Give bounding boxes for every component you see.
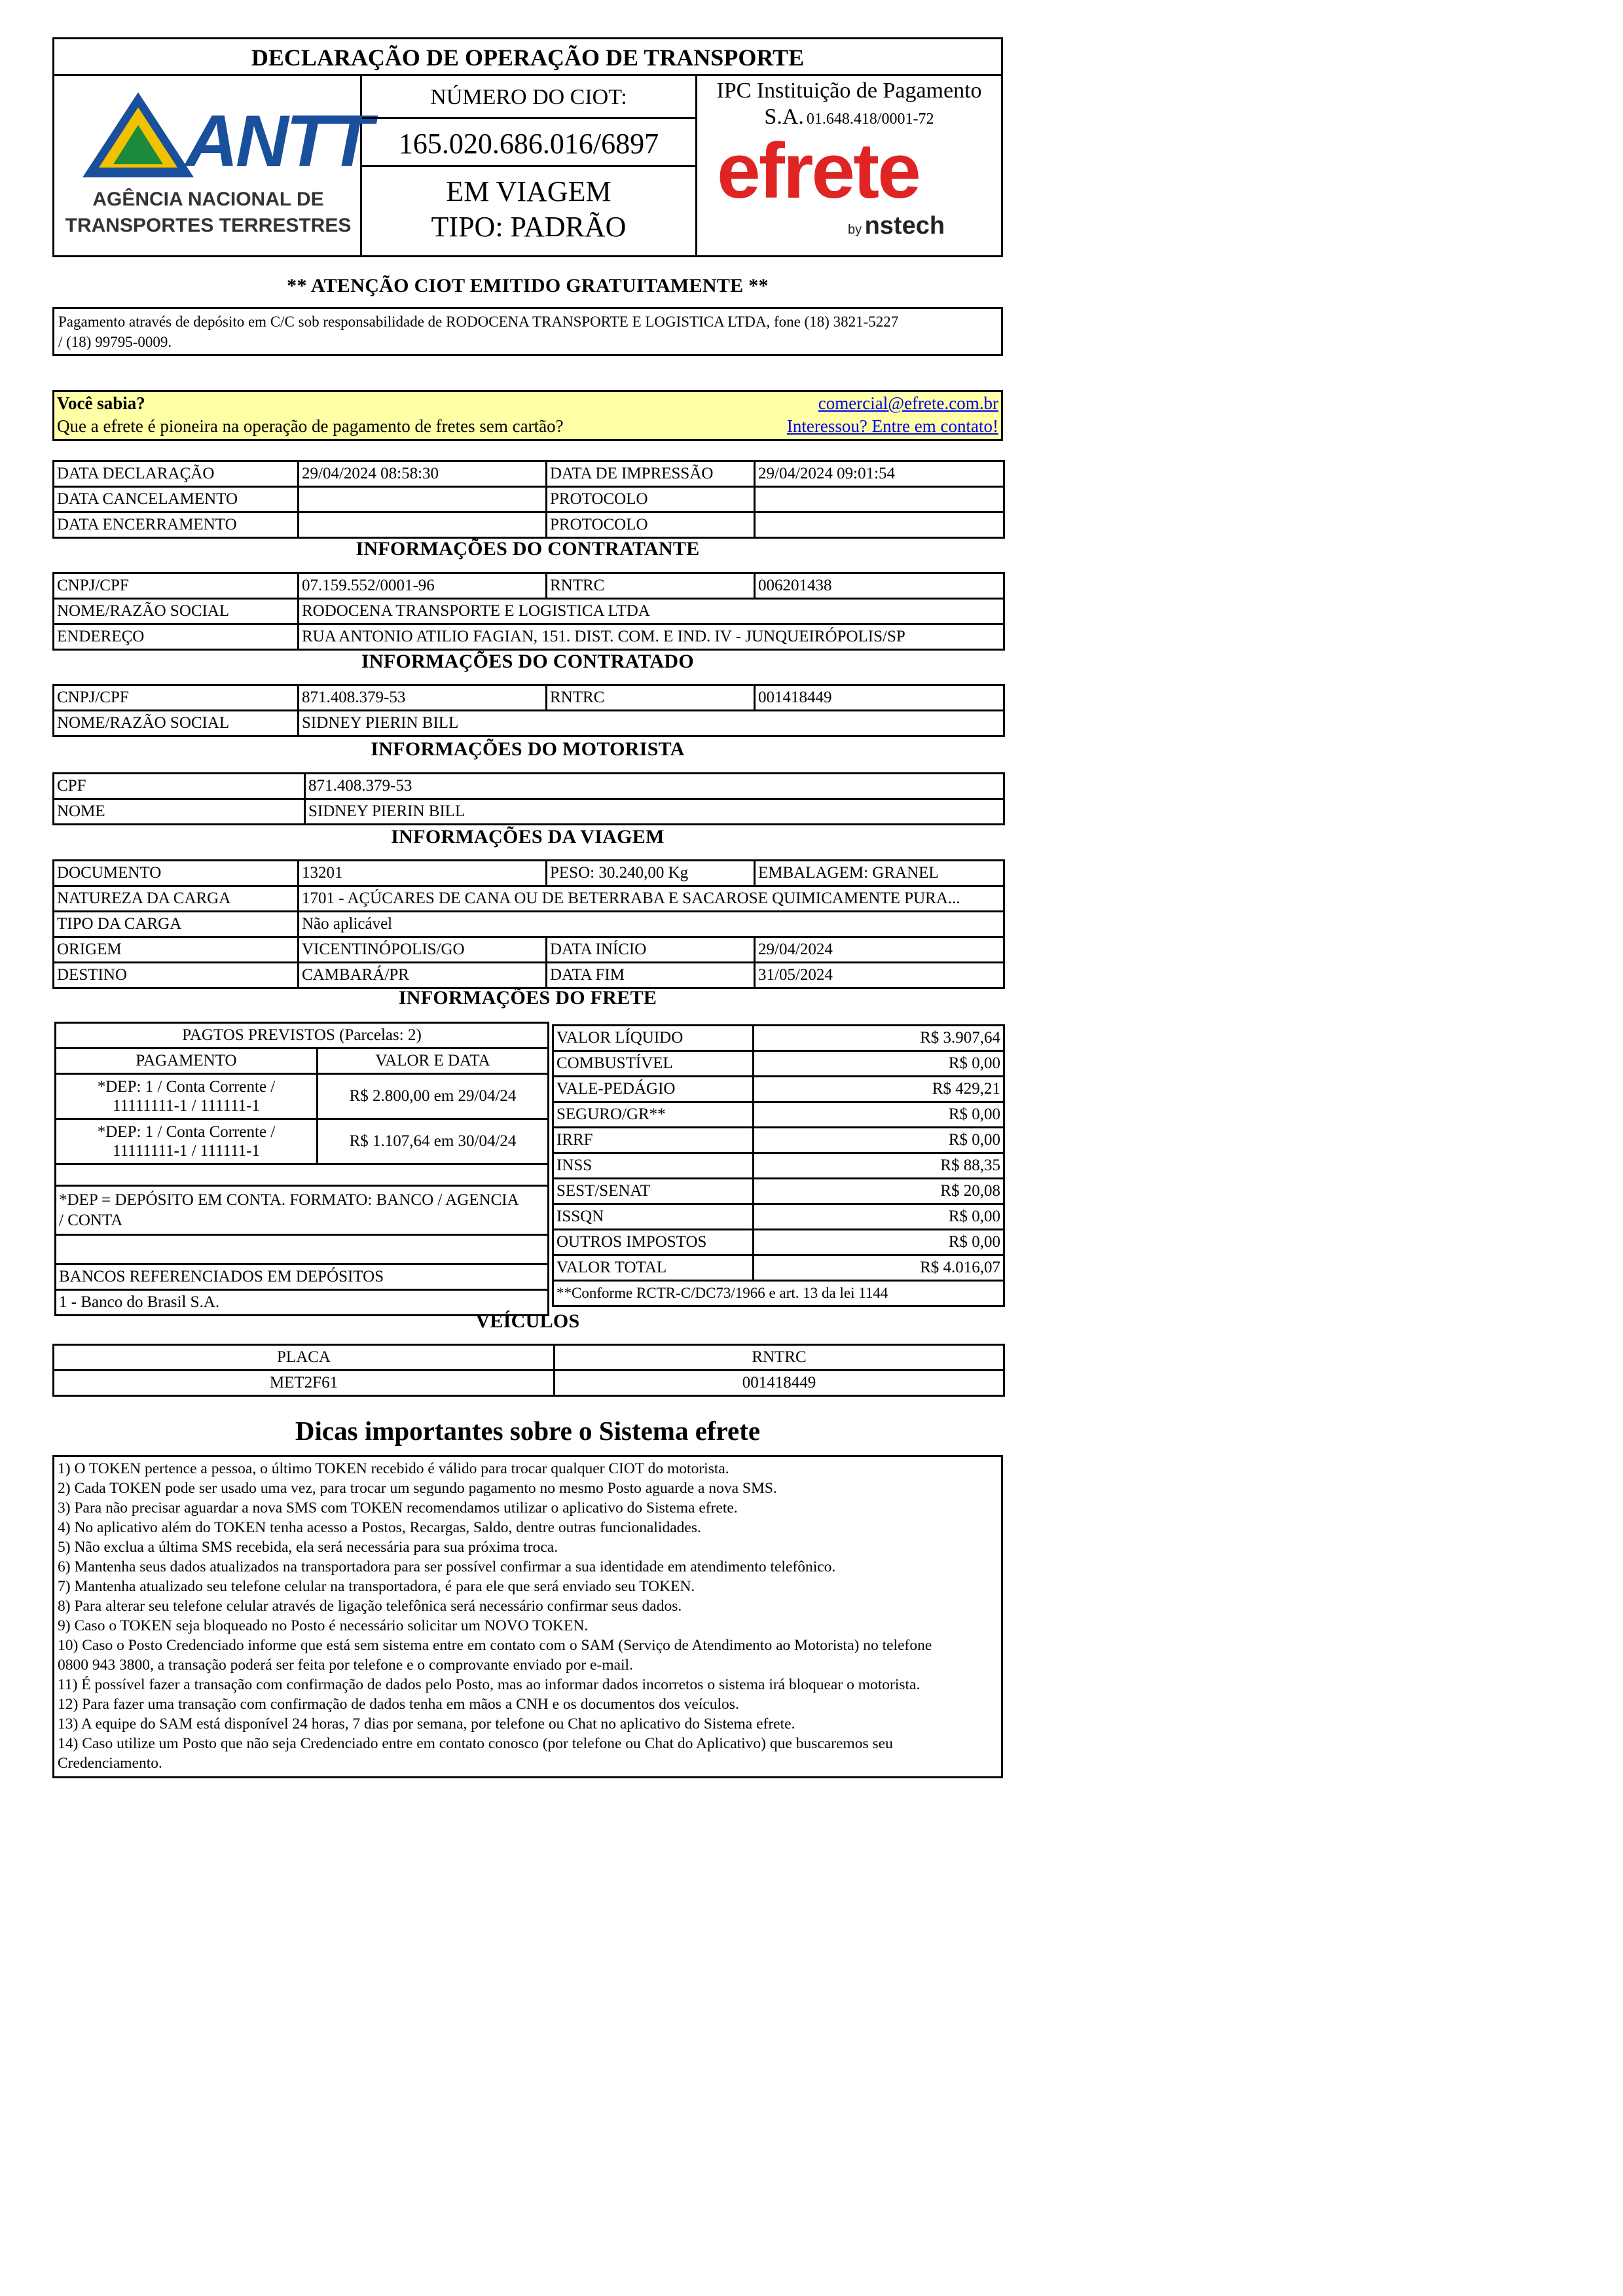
antt-emblem-icon: [79, 89, 197, 181]
table-row: [56, 1235, 549, 1265]
dep-note: [56, 1186, 549, 1235]
dica-line: 11) É possível fazer a transação com confirmação de dados pelo Posto, mas ao informar dados incorretos o sistema irá bloquear o motorista.: [58, 1676, 921, 1693]
bancos-label: BANCOS REFERENCIADOS EM DEPÓSITOS: [56, 1265, 549, 1290]
viagem-title: INFORMAÇÕES DA VIAGEM: [391, 826, 665, 848]
efrete-by: by: [848, 223, 862, 237]
dica-line: 10) Caso o Posto Credenciado informe que está sem sistema entre em contato com o SAM (Serviço de Atendimento ao Motorista) no telefone: [58, 1637, 932, 1654]
label-tipo-carga: TIPO DA CARGA: [54, 912, 299, 937]
dica-line: 8) Para alterar seu telefone celular através de ligação telefônica será necessário confirmar seus dados.: [58, 1598, 682, 1615]
parcela-pagamento: [56, 1119, 318, 1164]
efrete-nstech: nstech: [864, 212, 945, 240]
valor-value: R$ 0,00: [754, 1102, 1004, 1128]
parcela-valor: R$ 2.800,00 em 29/04/24: [318, 1074, 549, 1119]
table-row: [553, 1281, 1004, 1306]
dica-line: 13) A equipe do SAM está disponível 24 horas, 7 dias por semana, por telefone ou Chat no aplicativo do Sistema efrete.: [58, 1715, 795, 1732]
ipc-sa-line: [697, 105, 1001, 130]
valor-label: INSS: [553, 1153, 754, 1179]
label-data-cancelamento: DATA CANCELAMENTO: [54, 487, 299, 512]
valor-value: R$ 88,35: [754, 1153, 1004, 1179]
col-valor-data: VALOR E DATA: [318, 1049, 549, 1074]
table-row: [54, 624, 1004, 650]
value-data-encerramento: [299, 512, 547, 538]
table-row: [56, 1119, 549, 1164]
dica-line: 14) Caso utilize um Posto que não seja Credenciado entre em contato conosco (por telefone ou Chat do Aplicativo) que buscaremos seu: [58, 1735, 893, 1752]
valor-value: R$ 429,21: [754, 1077, 1004, 1102]
table-row: [54, 1345, 1004, 1371]
label-nome: NOME/RAZÃO SOCIAL: [54, 711, 299, 736]
col-pagamento: PAGAMENTO: [56, 1049, 318, 1074]
dica-line: 12) Para fazer uma transação com confirmação de dados tenha em mãos a CNH e os documentos dos veículos.: [58, 1696, 739, 1713]
ciot-area: [362, 76, 697, 255]
contratante-title: INFORMAÇÕES DO CONTRATANTE: [356, 538, 700, 560]
value-origem: VICENTINÓPOLIS/GO: [299, 937, 547, 963]
table-row: [54, 861, 1004, 886]
dica-line: Credenciamento.: [58, 1755, 162, 1772]
ciot-label: NÚMERO DO CIOT:: [362, 76, 695, 119]
table-row: [56, 1023, 549, 1049]
status-line1: EM VIAGEM: [446, 175, 611, 207]
label-destino: DESTINO: [54, 963, 299, 988]
value-protocolo: [755, 487, 1004, 512]
dep-note-line1: *DEP = DEPÓSITO EM CONTA. FORMATO: BANCO / AGENCIA: [59, 1191, 519, 1209]
value-documento: 13201: [299, 861, 547, 886]
table-row: [553, 1153, 1004, 1179]
valor-value: R$ 3.907,64: [754, 1026, 1004, 1051]
valor-label: VALOR TOTAL: [553, 1255, 754, 1281]
dicas-list: [58, 1459, 998, 1773]
parcela-valor: R$ 1.107,64 em 30/04/24: [318, 1119, 549, 1164]
value-cnpj: 07.159.552/0001-96: [299, 573, 547, 599]
value-data-cancelamento: [299, 487, 547, 512]
veiculos-table: [52, 1344, 1003, 1397]
table-row: [54, 599, 1004, 624]
valor-value: R$ 0,00: [754, 1051, 1004, 1077]
label-cnpj: CNPJ/CPF: [54, 573, 299, 599]
dep-note-line2: / CONTA: [59, 1211, 123, 1229]
veiculos-title: VEÍCULOS: [475, 1310, 580, 1332]
label-data-fim: DATA FIM: [547, 963, 755, 988]
value-placa: MET2F61: [54, 1371, 555, 1396]
antt-logo: [54, 76, 371, 255]
value-cnpj: 871.408.379-53: [299, 685, 547, 711]
pagtos-table: [54, 1022, 547, 1316]
table-row: [54, 912, 1004, 937]
label-protocolo: PROTOCOLO: [547, 512, 755, 538]
value-data-fim: 31/05/2024: [755, 963, 1004, 988]
table-row: [54, 461, 1004, 487]
table-row: [56, 1265, 549, 1290]
dica-line: 5) Não exclua a última SMS recebida, ela será necessária para sua próxima troca.: [58, 1539, 558, 1556]
col-placa: PLACA: [54, 1345, 555, 1371]
value-cpf: 871.408.379-53: [305, 774, 1004, 799]
label-data-encerramento: DATA ENCERRAMENTO: [54, 512, 299, 538]
label-protocolo: PROTOCOLO: [547, 487, 755, 512]
valores-table: [552, 1024, 1003, 1307]
table-row: [553, 1051, 1004, 1077]
valor-label: VALOR LÍQUIDO: [553, 1026, 754, 1051]
value-embalagem: EMBALAGEM: GRANEL: [755, 861, 1004, 886]
ipc-name: IPC Instituição de Pagamento: [716, 79, 982, 103]
value-nome: SIDNEY PIERIN BILL: [305, 799, 1004, 825]
label-data-inicio: DATA INÍCIO: [547, 937, 755, 963]
valor-label: SEGURO/GR**: [553, 1102, 754, 1128]
valor-label: OUTROS IMPOSTOS: [553, 1230, 754, 1255]
label-cpf: CPF: [54, 774, 305, 799]
pagtos-header: PAGTOS PREVISTOS (Parcelas: 2): [56, 1023, 549, 1049]
table-row: [553, 1077, 1004, 1102]
banco-value: 1 - Banco do Brasil S.A.: [56, 1290, 549, 1316]
table-row: [54, 1371, 1004, 1396]
table-row: [54, 573, 1004, 599]
value-data-declaracao: 29/04/2024 08:58:30: [299, 461, 547, 487]
dica-line: 0800 943 3800, a transação poderá ser feita por telefone e o comprovante enviado por e-mail.: [58, 1657, 633, 1674]
table-row: [553, 1230, 1004, 1255]
dicas-box: [52, 1455, 1003, 1778]
value-natureza: 1701 - AÇÚCARES DE CANA OU DE BETERRABA E SACAROSE QUIMICAMENTE PURA...: [299, 886, 1004, 912]
efrete-area: [697, 76, 1001, 255]
value-tipo-carga: Não aplicável: [299, 912, 1004, 937]
notice-text-line2: / (18) 99795-0009.: [58, 334, 172, 350]
col-rntrc: RNTRC: [555, 1345, 1004, 1371]
value-rntrc: 006201438: [755, 573, 1004, 599]
dates-table: [52, 460, 1003, 539]
value-data-inicio: 29/04/2024: [755, 937, 1004, 963]
table-row: [54, 711, 1004, 736]
table-row: [56, 1049, 549, 1074]
label-rntrc: RNTRC: [547, 573, 755, 599]
motorista-title: INFORMAÇÕES DO MOTORISTA: [371, 738, 685, 760]
empty-cell: [56, 1164, 549, 1186]
table-row: [553, 1026, 1004, 1051]
table-row: [54, 886, 1004, 912]
notice-text-line1: Pagamento através de depósito em C/C sob responsabilidade de RODOCENA TRANSPORTE E LOGISTICA LTDA, fone (18) 3821-5227: [58, 314, 899, 330]
label-nome: NOME/RAZÃO SOCIAL: [54, 599, 299, 624]
parcela-pag-line1: *DEP: 1 / Conta Corrente /: [97, 1078, 276, 1096]
label-cnpj: CNPJ/CPF: [54, 685, 299, 711]
table-row: [54, 487, 1004, 512]
dica-line: 1) O TOKEN pertence a pessoa, o último TOKEN recebido é válido para trocar qualquer CIOT do motorista.: [58, 1460, 729, 1477]
ipc-cnpj: 01.648.418/0001-72: [806, 111, 934, 128]
promo-question: Você sabia?: [57, 393, 145, 413]
valor-label: SEST/SENAT: [553, 1179, 754, 1204]
value-protocolo: [755, 512, 1004, 538]
valor-value: R$ 20,08: [754, 1179, 1004, 1204]
status-line2: TIPO: PADRÃO: [431, 211, 627, 243]
document-title: DECLARAÇÃO DE OPERAÇÃO DE TRANSPORTE: [54, 39, 1001, 76]
dicas-title: Dicas importantes sobre o Sistema efrete: [295, 1416, 761, 1446]
promo-box: [52, 390, 1003, 441]
motorista-table: [52, 772, 1003, 825]
parcela-pagamento: [56, 1074, 318, 1119]
table-row: [56, 1164, 549, 1186]
antt-subtitle-line2: TRANSPORTES TERRESTRES: [65, 215, 352, 236]
table-row: [553, 1255, 1004, 1281]
promo-email-link[interactable]: comercial@efrete.com.br: [818, 393, 998, 413]
frete-title: INFORMAÇÕES DO FRETE: [398, 987, 657, 1009]
table-row: [56, 1186, 549, 1235]
valor-label: VALE-PEDÁGIO: [553, 1077, 754, 1102]
valor-value: R$ 0,00: [754, 1230, 1004, 1255]
efrete-by-nstech: [848, 212, 945, 240]
label-natureza: NATUREZA DA CARGA: [54, 886, 299, 912]
frete-footnote: **Conforme RCTR-C/DC73/1966 e art. 13 da lei 1144: [553, 1281, 1004, 1306]
antt-logo-text: ANTT: [185, 100, 371, 182]
value-endereco: RUA ANTONIO ATILIO FAGIAN, 151. DIST. COM. E IND. IV - JUNQUEIRÓPOLIS/SP: [299, 624, 1004, 650]
dica-line: 3) Para não precisar aguardar a nova SMS com TOKEN recomendamos utilizar o aplicativo do Sistema efrete.: [58, 1499, 738, 1516]
table-row: [54, 799, 1004, 825]
parcela-pag-line2: 11111111-1 / 111111-1: [113, 1097, 260, 1115]
valor-label: IRRF: [553, 1128, 754, 1153]
dica-line: 4) No aplicativo além do TOKEN tenha acesso a Postos, Recargas, Saldo, dentre outras funcionalidades.: [58, 1519, 701, 1536]
parcela-pag-line1: *DEP: 1 / Conta Corrente /: [97, 1123, 276, 1141]
dica-line: 9) Caso o TOKEN seja bloqueado no Posto é necessário solicitar um NOVO TOKEN.: [58, 1617, 589, 1634]
value-data-impressao: 29/04/2024 09:01:54: [755, 461, 1004, 487]
valor-label: COMBUSTÍVEL: [553, 1051, 754, 1077]
table-row: [553, 1204, 1004, 1230]
notice-box: [52, 307, 1003, 356]
value-nome: SIDNEY PIERIN BILL: [299, 711, 1004, 736]
table-row: [54, 774, 1004, 799]
table-row: [54, 685, 1004, 711]
table-row: [553, 1179, 1004, 1204]
label-endereco: ENDEREÇO: [54, 624, 299, 650]
table-row: [553, 1102, 1004, 1128]
dica-line: 7) Mantenha atualizado seu telefone celular na transportadora, é para ele que será enviado seu TOKEN.: [58, 1578, 695, 1595]
dica-line: 2) Cada TOKEN pode ser usado uma vez, para trocar um segundo pagamento no mesmo Posto aguarde a nova SMS.: [58, 1480, 777, 1497]
value-peso: PESO: 30.240,00 Kg: [547, 861, 755, 886]
table-row: [56, 1074, 549, 1119]
valor-label: ISSQN: [553, 1204, 754, 1230]
ipc-sa: S.A.: [764, 105, 804, 129]
table-row: [54, 937, 1004, 963]
efrete-logo: efrete: [717, 127, 919, 215]
value-rntrc: 001418449: [555, 1371, 1004, 1396]
label-nome: NOME: [54, 799, 305, 825]
value-rntrc: 001418449: [755, 685, 1004, 711]
label-origem: ORIGEM: [54, 937, 299, 963]
promo-contact-link[interactable]: Interessou? Entre em contato!: [786, 416, 998, 436]
value-nome: RODOCENA TRANSPORTE E LOGISTICA LTDA: [299, 599, 1004, 624]
label-data-declaracao: DATA DECLARAÇÃO: [54, 461, 299, 487]
value-destino: CAMBARÁ/PR: [299, 963, 547, 988]
valor-value: R$ 0,00: [754, 1204, 1004, 1230]
label-documento: DOCUMENTO: [54, 861, 299, 886]
viagem-table: [52, 859, 1003, 989]
promo-text: Que a efrete é pioneira na operação de pagamento de fretes sem cartão?: [57, 416, 564, 436]
dica-line: 6) Mantenha seus dados atualizados na transportadora para ser possível confirmar a sua identidade em atendimento telefônico.: [58, 1558, 836, 1575]
table-row: [54, 512, 1004, 538]
contratado-title: INFORMAÇÕES DO CONTRATADO: [361, 651, 695, 672]
parcela-pag-line2: 11111111-1 / 111111-1: [113, 1142, 260, 1160]
antt-subtitle-line1: AGÊNCIA NACIONAL DE: [92, 188, 324, 210]
table-row: [54, 963, 1004, 988]
label-rntrc: RNTRC: [547, 685, 755, 711]
notice-title: ** ATENÇÃO CIOT EMITIDO GRATUITAMENTE **: [287, 275, 769, 296]
table-row: [553, 1128, 1004, 1153]
empty-cell: [56, 1235, 549, 1265]
header-box: [52, 37, 1003, 257]
label-data-impressao: DATA DE IMPRESSÃO: [547, 461, 755, 487]
valor-value: R$ 4.016,07: [754, 1255, 1004, 1281]
contratante-table: [52, 572, 1003, 651]
contratado-table: [52, 684, 1003, 737]
ciot-number: 165.020.686.016/6897: [362, 121, 695, 167]
valor-value: R$ 0,00: [754, 1128, 1004, 1153]
